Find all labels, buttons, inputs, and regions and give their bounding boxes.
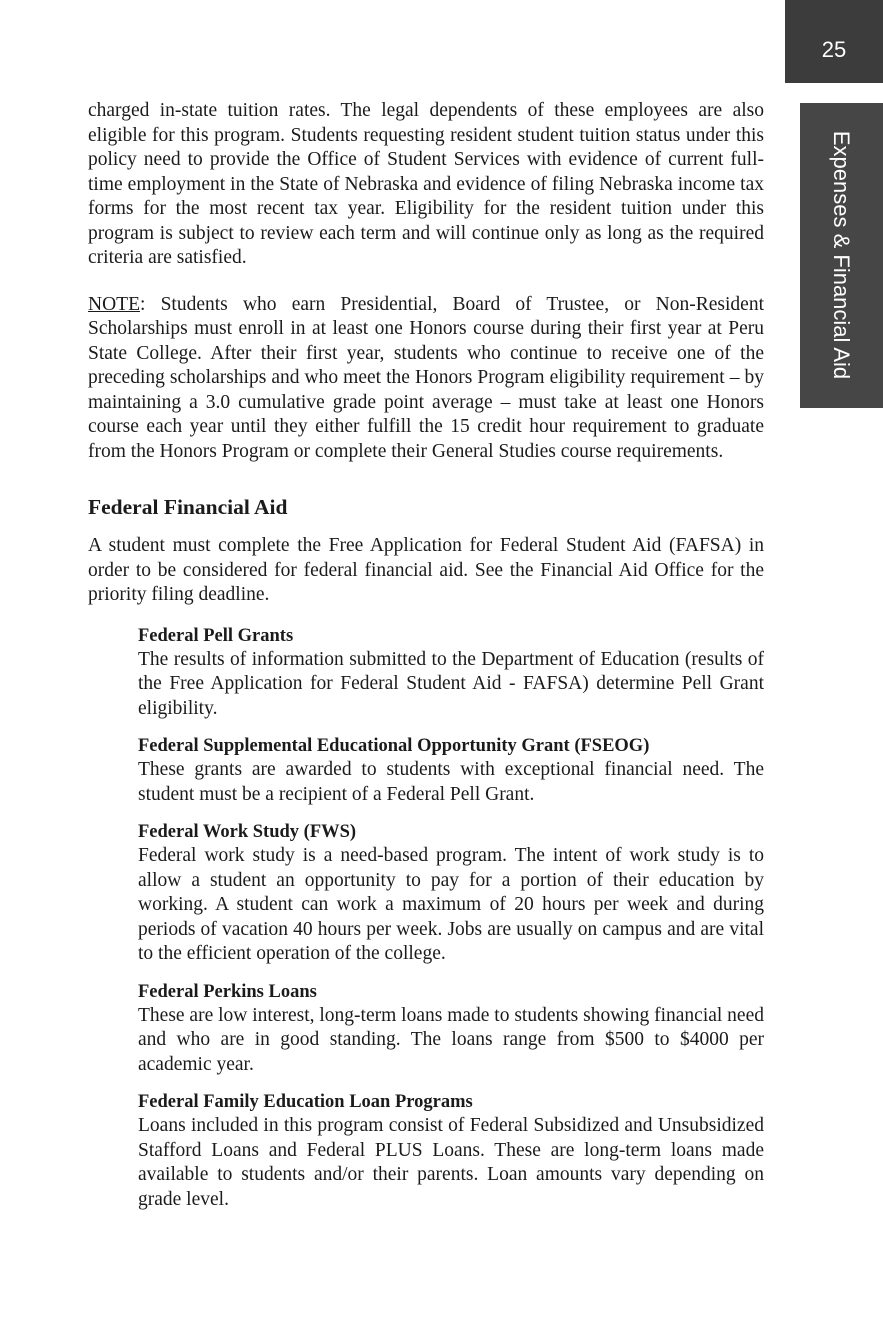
page-content: [88, 99, 764, 1212]
program-text: These grants are awarded to students with exceptional financial need. The student must be a recipient of a Federal Pell Grant.: [138, 759, 764, 805]
page-number-tab: [785, 0, 883, 83]
program-text: Federal work study is a need-based program. The intent of work study is to allow a student an opportunity to pay for a portion of their education by working. A student can work a maximum of 20 hours per week and during periods of vacation 40 hours per week. Jobs are usually on campus and are vital to the efficient operation of the college.: [138, 845, 764, 964]
program-title: Federal Perkins Loans: [138, 981, 317, 1002]
program-title: Federal Pell Grants: [138, 625, 294, 646]
program-title: Federal Supplemental Educational Opportunity Grant (FSEOG): [138, 736, 650, 756]
section-intro: A student must complete the Free Application for Federal Student Aid (FAFSA) in order to be considered for federal financial aid. See the Financial Aid Office for the priority filing deadline.: [88, 535, 764, 605]
page-number: 25: [821, 37, 847, 62]
program-text: These are low interest, long-term loans made to students showing financial need and who are in good standing. The loans range from $500 to $4000 per academic year.: [138, 1004, 764, 1075]
program-text: Loans included in this program consist of Federal Subsidized and Unsubsidized Stafford Loans and Federal PLUS Loans. These are long-term loans made available to students and/or their parents. Loan amounts vary depending on grade level.: [138, 1115, 764, 1210]
program-item: [138, 980, 764, 1078]
note-text: : Students who earn Presidential, Board of Trustee, or Non-Resident Scholarships must enroll in at least one Honors course during their first year at Peru State College. After their first year, students who continue to receive one of the preceding scholarships and who meet the Honors Program eligibility requirement – by maintaining a 3.0 cumulative grade point average – must take at least one Honors course each year until they either fulfill the 15 credit hour requirement to graduate from the Honors Program or complete their General Studies course requirements.: [88, 293, 764, 462]
note-paragraph: [88, 293, 764, 465]
intro-paragraph: charged in-state tuition rates. The legal dependents of these employees are also eligible for this program. Students requesting resident student tuition status under this policy need to provide the Office of Student Services with evidence of current full-time employment in the State of Nebraska and evidence of filing Nebraska income tax forms for the most recent tax year. Eligibility for the resident tuition under this program is subject to review each term and will continue only as long as the required criteria are satisfied.: [88, 100, 764, 268]
program-title: Federal Work Study (FWS): [138, 822, 357, 842]
program-item: [138, 624, 764, 722]
section-heading: Federal Financial Aid: [88, 495, 288, 519]
program-text: The results of information submitted to the Department of Education (results of the Free Application for Federal Student Aid - FAFSA) determine Pell Grant eligibility.: [138, 648, 764, 719]
section-tab: [800, 103, 883, 408]
program-item: [138, 734, 764, 807]
program-title: Federal Family Education Loan Programs: [138, 1092, 473, 1112]
section-tab-label: Expenses & Financial Aid: [829, 130, 854, 380]
program-list: [138, 624, 764, 1213]
program-item: [138, 1090, 764, 1212]
note-label: NOTE: [88, 293, 140, 315]
program-item: [138, 820, 764, 967]
